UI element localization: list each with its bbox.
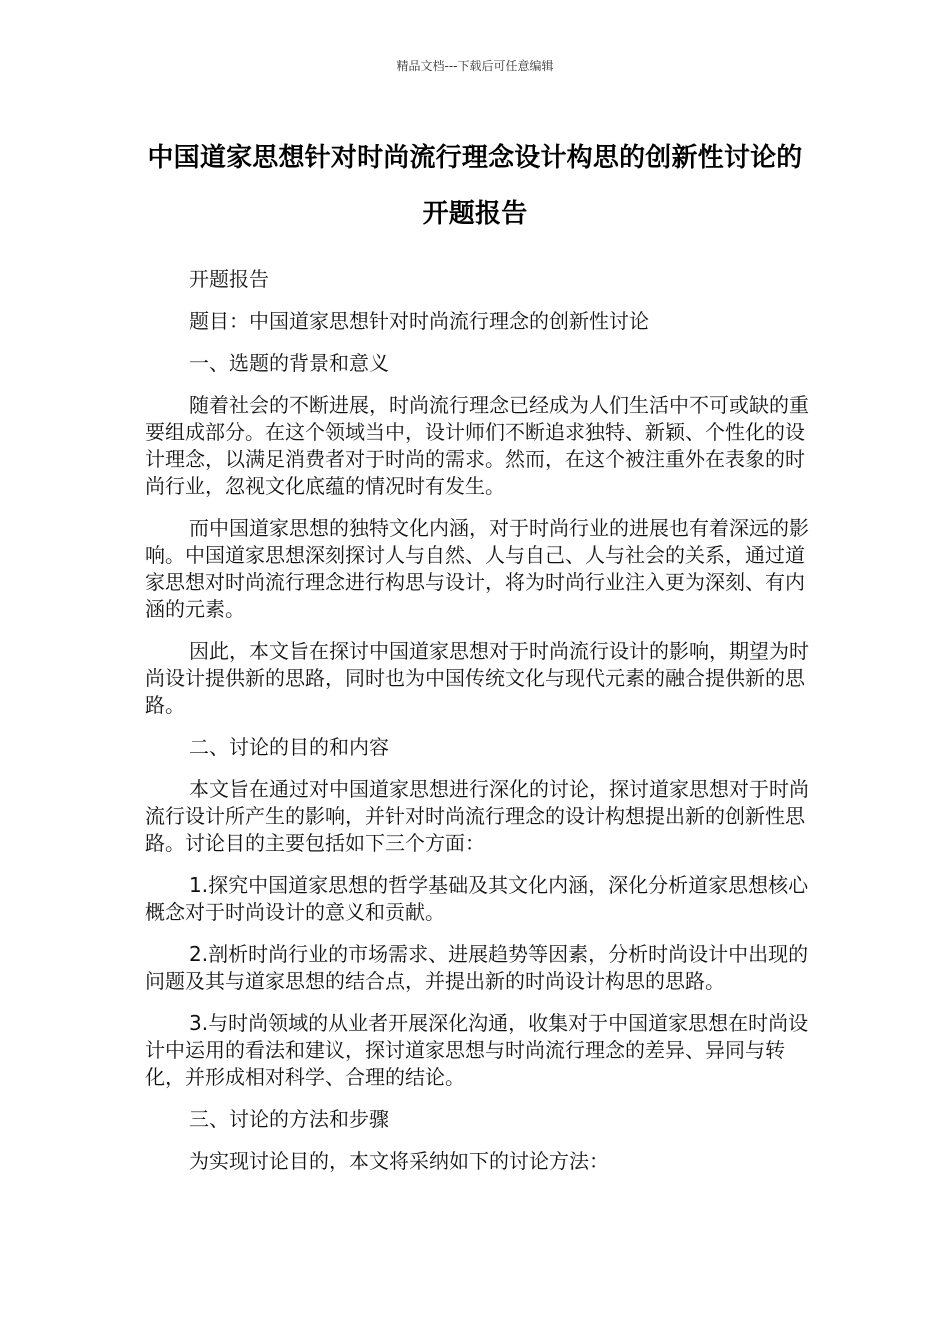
list-item-purpose-2: 2.剖析时尚行业的市场需求、进展趋势等因素，分析时尚设计中出现的问题及其与道家思想的结合点，并提出新的时尚设计构思的思路。 — [145, 942, 809, 993]
page-header: 精品文档---下载后可任意编辑 — [396, 59, 554, 73]
document-title: 中国道家思想针对时尚流行理念设计构思的创新性讨论的开题报告 — [147, 143, 803, 229]
section-heading-purpose: 二、讨论的目的和内容 — [189, 735, 389, 759]
paragraph-method-intro: 为实现讨论目的，本文将采纳如下的讨论方法： — [189, 1149, 609, 1173]
list-item-purpose-3: 3.与时尚领域的从业者开展深化沟通，收集对于中国道家思想在时尚设计中运用的看法和建议，探讨道家思想与时尚流行理念的差异、异同与转化，并形成相对科学、合理的结论。 — [145, 1011, 809, 1089]
paragraph-background-1: 随着社会的不断进展，时尚流行理念已经成为人们生活中不可或缺的重要组成部分。在这个领域当中，设计师们不断追求独特、新颖、个性化的设计理念，以满足消费者对于时尚的需求。然而，在这个被注重外在表象的时尚行业，忽视文化底蕴的情况时有发生。 — [145, 393, 809, 498]
paragraph-background-2: 而中国道家思想的独特文化内涵，对于时尚行业的进展也有着深远的影响。中国道家思想深刻探讨人与自然、人与自己、人与社会的关系，通过道家思想对时尚流行理念进行构思与设计，将为时尚行业注入更为深刻、有内涵的元素。 — [145, 516, 809, 621]
paragraph-label-report: 开题报告 — [189, 267, 269, 291]
section-heading-method: 三、讨论的方法和步骤 — [189, 1107, 389, 1131]
list-item-purpose-1: 1.探究中国道家思想的哲学基础及其文化内涵，深化分析道家思想核心概念对于时尚设计的意义和贡献。 — [145, 873, 809, 924]
paragraph-topic: 题目：中国道家思想针对时尚流行理念的创新性讨论 — [189, 309, 649, 333]
section-heading-background: 一、选题的背景和意义 — [189, 351, 389, 375]
paragraph-purpose-intro: 本文旨在通过对中国道家思想进行深化的讨论，探讨道家思想对于时尚流行设计所产生的影响，并针对时尚流行理念的设计构想提出新的创新性思路。讨论目的主要包括如下三个方面： — [145, 777, 809, 855]
document-body — [145, 266, 810, 1190]
paragraph-background-3: 因此，本文旨在探讨中国道家思想对于时尚流行设计的影响，期望为时尚设计提供新的思路，同时也为中国传统文化与现代元素的融合提供新的思路。 — [145, 639, 809, 717]
